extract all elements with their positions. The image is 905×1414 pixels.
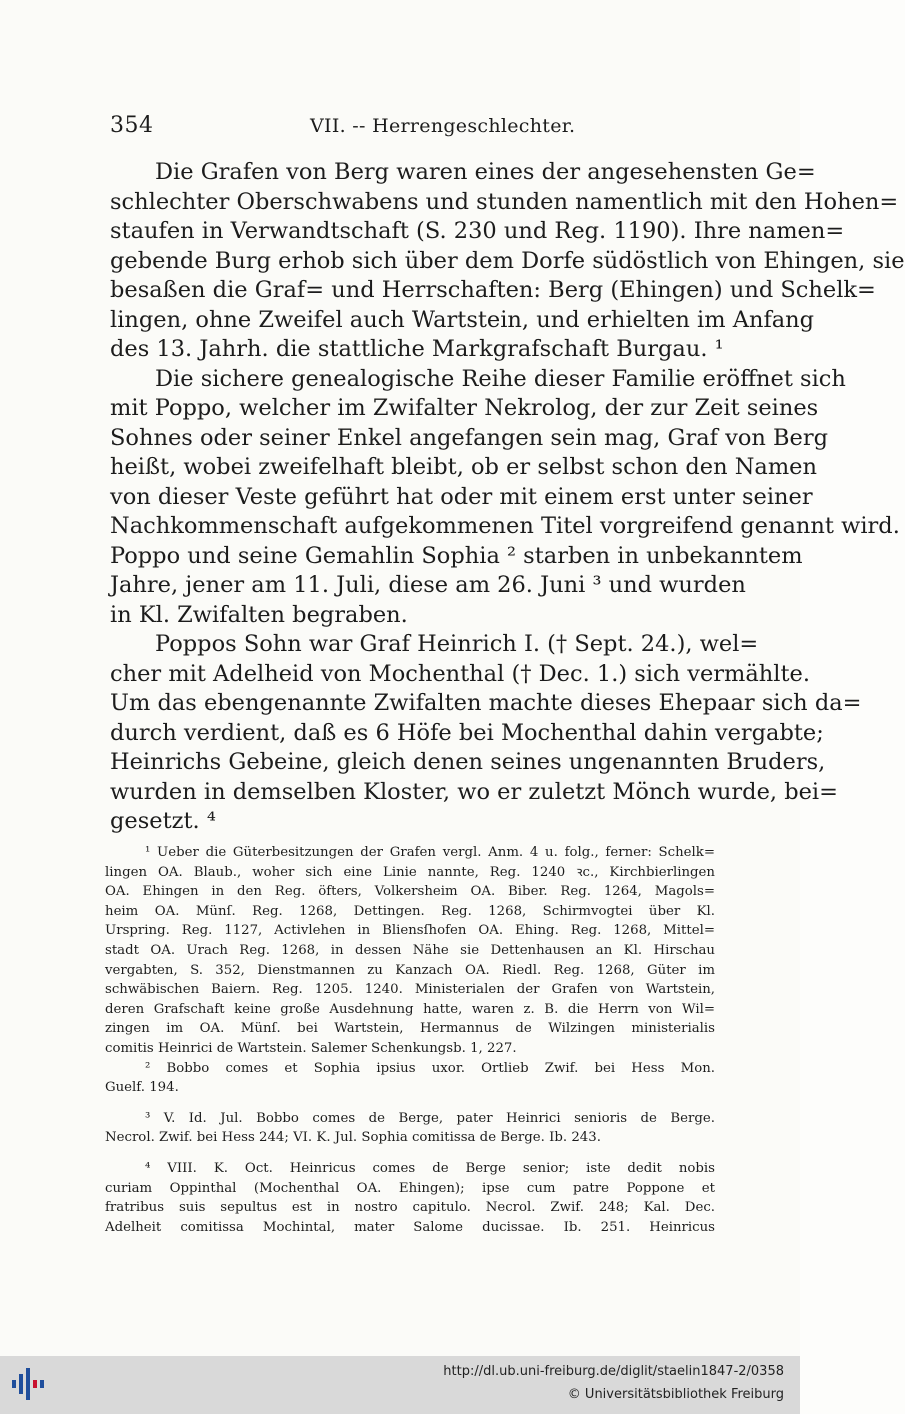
text-line: Sohnes oder seiner Enkel angefangen sein mag, Graf von Berg (110, 424, 829, 451)
text-line: Poppos Sohn war Graf Heinrich I. († Sept. 24.), wel= (155, 631, 759, 657)
footnote-line: Urspring. Reg. 1127, Activlehen in Bliensſhofen OA. Ehing. Reg. 1268, Mittel= (105, 923, 715, 939)
footnote-line: schwäbischen Baiern. Reg. 1205. 1240. Ministerialen der Grafen von Wartstein, (105, 982, 715, 998)
text-line: besaßen die Graf= und Herrschaften: Berg (Ehingen) und Schelk= (110, 277, 876, 303)
text-line: durch verdient, daß es 6 Höfe bei Mochenthal dahin vergabte; (110, 719, 824, 746)
page-header (110, 113, 718, 143)
ub-freiburg-logo-icon[interactable] (10, 1366, 50, 1402)
text-line: gebende Burg erhob sich über dem Dorfe südöstlich von Ehingen, sie (110, 247, 905, 274)
copyright-text: © Universitätsbibliothek Freiburg (567, 1387, 784, 1402)
footnote-line: OA. Ehingen in den Reg. öfters, Volkersheim OA. Biber. Reg. 1264, Magols= (105, 884, 715, 900)
text-line: heißt, wobei zweifelhaft bleibt, ob er selbst schon den Namen (110, 454, 817, 480)
text-line: Die Grafen von Berg waren eines der angesehensten Ge= (155, 159, 816, 185)
text-line: Heinrichs Gebeine, gleich denen seines ungenannten Bruders, (110, 749, 826, 775)
text-line: Die sichere genealogische Reihe dieser Familie eröffnet sich (155, 365, 846, 392)
text-line: staufen in Verwandtschaft (S. 230 und Reg. 1190). Ihre namen= (110, 218, 845, 244)
footnote-line: heim OA. Münſ. Reg. 1268, Dettingen. Reg. 1268, Schirmvogtei über Kl. (105, 903, 715, 919)
footnote-line: ³ V. Id. Jul. Bobbo comes de Berge, pater Heinrici senioris de Berge. (145, 1110, 715, 1126)
text-line: Um das ebengenannte Zwifalten machte dieses Ehepaar sich da= (110, 690, 862, 716)
footnote-line: zingen im OA. Münſ. bei Wartstein, Hermannus de Wilzingen ministerialis (105, 1021, 715, 1037)
footnote-line: ¹ Ueber die Güterbesitzungen der Grafen vergl. Anm. 4 u. folg., ferner: Schelk= (145, 845, 715, 860)
text-line: cher mit Adelheid von Mochenthal († Dec. 1.) sich vermählte. (110, 660, 810, 687)
footnotes (105, 843, 715, 1237)
running-head: VII. -- Herrengeschlechter. (310, 115, 576, 137)
text-line: Nachkommenschaft aufgekommenen Titel vorgreifend genannt wird. (110, 513, 900, 539)
footnote-line: Guelf. 194. (105, 1080, 179, 1096)
page-number: 354 (110, 113, 154, 138)
footnote-line: ⁴ VIII. K. Oct. Heinricus comes de Berge senior; iste dedit nobis (145, 1160, 715, 1176)
viewer-footer (0, 1356, 800, 1414)
main-text (110, 158, 905, 837)
text-line: mit Poppo, welcher im Zwifalter Nekrolog, der zur Zeit seines (110, 395, 819, 421)
text-line: von dieser Veste geführt hat oder mit einem erst unter seiner (110, 483, 813, 510)
footnote-line: vergabten, S. 352, Dienstmannen zu Kanzach OA. Riedl. Reg. 1268, Güter im (105, 962, 715, 978)
footnote-line: Necrol. Zwif. bei Hess 244; VI. K. Jul. Sophia comitissa de Berge. Ib. 243. (105, 1130, 601, 1146)
text-line: schlechter Oberschwabens und stunden namentlich mit den Hohen= (110, 188, 899, 215)
text-line: wurden in demselben Kloster, wo er zuletzt Mönch wurde, bei= (110, 778, 838, 805)
text-line: lingen, ohne Zweifel auch Wartstein, und erhielten im Anfang (110, 306, 815, 333)
text-line: gesetzt. ⁴ (110, 808, 216, 834)
permalink-url[interactable]: http://dl.ub.uni-freiburg.de/diglit/staelin1847-2/0358 (443, 1364, 784, 1379)
footnote-line: ² Bobbo comes et Sophia ipsius uxor. Ortlieb Zwif. bei Hess Mon. (145, 1060, 715, 1076)
footnote-line: comitis Heinrici de Wartstein. Salemer Schenkungsb. 1, 227. (105, 1040, 517, 1056)
footnote-line: curiam Oppinthal (Mochenthal OA. Ehingen); ipse cum patre Poppone et (105, 1180, 715, 1196)
footnote-line: deren Grafschaft keine große Ausdehnung hatte, waren z. B. die Herrn von Wil= (105, 1001, 715, 1017)
text-line: Poppo und seine Gemahlin Sophia ² starben in unbekanntem (110, 542, 803, 569)
text-line: Jahre, jener am 11. Juli, diese am 26. Juni ³ und wurden (110, 572, 746, 598)
text-line: in Kl. Zwifalten begraben. (110, 601, 408, 628)
text-line: des 13. Jahrh. die stattliche Markgrafschaft Burgau. ¹ (110, 336, 724, 362)
footnote-line: lingen OA. Blaub., woher sich eine Linie nannte, Reg. 1240 ꝛc., Kirchbierlingen (105, 864, 715, 880)
footnote-line: stadt OA. Urach Reg. 1268, in dessen Nähe sie Dettenhausen an Kl. Hirschau (105, 942, 715, 958)
footnote-line: Adelheit comitissa Mochintal, mater Salome ducissae. Ib. 251. Heinricus (105, 1219, 715, 1235)
footnote-line: fratribus suis sepultus est in nostro capitulo. Necrol. Zwif. 248; Kal. Dec. (105, 1200, 715, 1216)
